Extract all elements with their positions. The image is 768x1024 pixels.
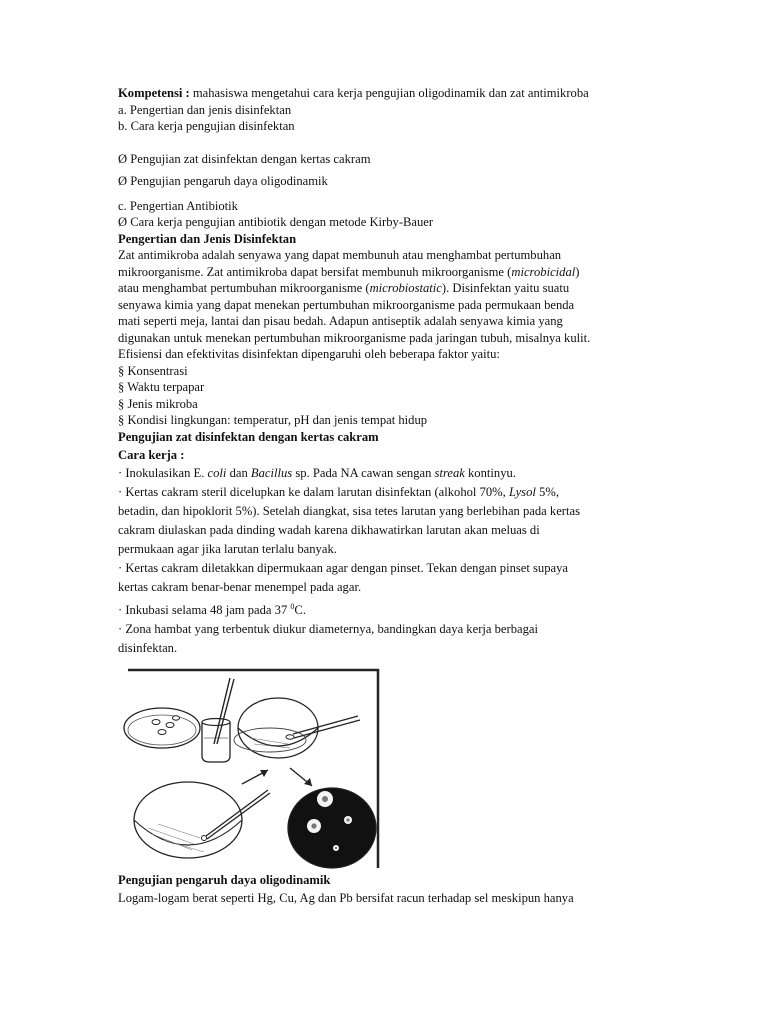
arrow-icon xyxy=(242,770,268,784)
heading-cara-kerja: Cara kerja : xyxy=(118,448,185,462)
beaker-with-forceps xyxy=(202,678,234,762)
text-run: 5%, xyxy=(535,484,559,499)
text-run: · Inokulasikan E. xyxy=(118,465,208,480)
step-line xyxy=(118,464,658,483)
paragraph-line: Zat antimikroba adalah senyawa yang dapat membunuh atau menghambat pertumbuhan xyxy=(118,248,562,262)
step-line: disinfektan. xyxy=(118,640,178,655)
paragraph-line: mati seperti meja, lantai dan pisau bedah. Adapun antiseptik adalah senyawa kimia yang xyxy=(118,314,563,328)
heading-kertas-cakram: Pengujian zat disinfektan dengan kertas cakram xyxy=(118,429,379,444)
heading-pengertian: Pengertian dan Jenis Disinfektan xyxy=(118,231,297,246)
text-run: kontinyu. xyxy=(464,465,516,480)
italic-term: microbiostatic xyxy=(369,281,442,295)
step-line: betadin, dan hipoklorit 5%). Setelah diangkat, sisa tetes larutan yang berlebihan pada kertas xyxy=(118,503,580,518)
text-run: ). Disinfektan yaitu suatu xyxy=(441,281,570,295)
list-item-b: b. Cara kerja pengujian disinfektan xyxy=(118,119,295,133)
step-line: cakram diulaskan pada dinding wadah karena dikhawatirkan larutan akan meluas di xyxy=(118,522,540,537)
text-run: ) xyxy=(575,264,580,279)
illustration-svg xyxy=(118,664,388,870)
italic-term: streak xyxy=(434,465,465,480)
factor-item: § Kondisi lingkungan: temperatur, pH dan jenis tempat hidup xyxy=(118,413,428,427)
step-line xyxy=(118,597,658,620)
sub-item-disinfektan: Ø Pengujian zat disinfektan dengan kertas cakram xyxy=(118,151,371,166)
paragraph-line xyxy=(118,264,658,281)
italic-term: microbicidal xyxy=(511,264,576,279)
text-run: atau menghambat pertumbuhan mikroorganisme ( xyxy=(118,281,370,295)
paragraph-line xyxy=(118,280,658,297)
paragraph-line: senyawa kimia yang dapat menekan pertumbuhan mikroorganisme pada permukaan benda xyxy=(118,297,575,312)
italic-term: Bacillus xyxy=(250,465,293,480)
petri-dish-inoculated xyxy=(124,708,200,748)
text-run: · Kertas cakram steril dicelupkan ke dalam larutan disinfektan (alkohol 70%, xyxy=(118,484,509,499)
disk-diffusion-illustration xyxy=(118,664,388,870)
paragraph-line: Efisiensi dan efektivitas disinfektan dipengaruhi oleh beberapa faktor yaitu: xyxy=(118,347,500,361)
text-run: mikroorganisme. Zat antimikroba dapat bersifat membunuh mikroorganisme ( xyxy=(118,264,512,279)
factor-item: § Konsentrasi xyxy=(118,363,188,378)
text-run: · Inkubasi selama 48 jam pada 37 xyxy=(118,602,291,617)
list-item-c: c. Pengertian Antibiotik xyxy=(118,198,238,213)
steps-list xyxy=(118,464,658,658)
spacer xyxy=(118,135,658,151)
text-run: sp. Pada NA cawan sengan xyxy=(292,465,435,480)
kompetensi-line xyxy=(118,85,658,102)
heading-oligodinamik: Pengujian pengaruh daya oligodinamik xyxy=(118,872,331,887)
paragraph-line: digunakan untuk menekan pertumbuhan mikroorganisme pada jaringan tubuh, misalnya kulit. xyxy=(118,330,591,345)
arrow-icon xyxy=(290,768,312,786)
sub-item-kirby-bauer: Ø Cara kerja pengujian antibiotik dengan metode Kirby-Bauer xyxy=(118,215,434,229)
petri-dish-streaked xyxy=(134,782,270,858)
italic-term: Lysol xyxy=(508,484,536,499)
petri-dish-disk-placement xyxy=(234,698,360,758)
step-line: kertas cakram benar-benar menempel pada agar. xyxy=(118,579,362,594)
kompetensi-label: Kompetensi : xyxy=(118,86,190,100)
list-item-a: a. Pengertian dan jenis disinfektan xyxy=(118,102,292,117)
factor-item: § Jenis mikroba xyxy=(118,396,198,411)
step-line: · Kertas cakram diletakkan dipermukaan agar dengan pinset. Tekan dengan pinset supaya xyxy=(118,560,568,575)
step-line xyxy=(118,483,658,502)
document-body xyxy=(118,85,658,907)
paragraph-line: Logam-logam berat seperti Hg, Cu, Ag dan Pb bersifat racun terhadap sel meskipun hanya xyxy=(118,891,574,906)
text-run: dan xyxy=(226,465,251,480)
sub-item-oligodinamik: Ø Pengujian pengaruh daya oligodinamik xyxy=(118,174,328,188)
step-line: permukaan agar jika larutan terlalu banyak. xyxy=(118,541,337,556)
italic-term: coli xyxy=(207,465,227,480)
text-run: C. xyxy=(294,602,306,617)
petri-dish-inhibition-zones xyxy=(288,788,376,868)
step-line: · Zona hambat yang terbentuk diukur diameternya, bandingkan daya kerja berbagai xyxy=(118,621,538,636)
factor-item: § Waktu terpapar xyxy=(118,380,205,394)
kompetensi-text: mahasiswa mengetahui cara kerja pengujian oligodinamik dan zat antimikroba xyxy=(189,86,589,100)
superscript: 0 xyxy=(290,601,295,611)
